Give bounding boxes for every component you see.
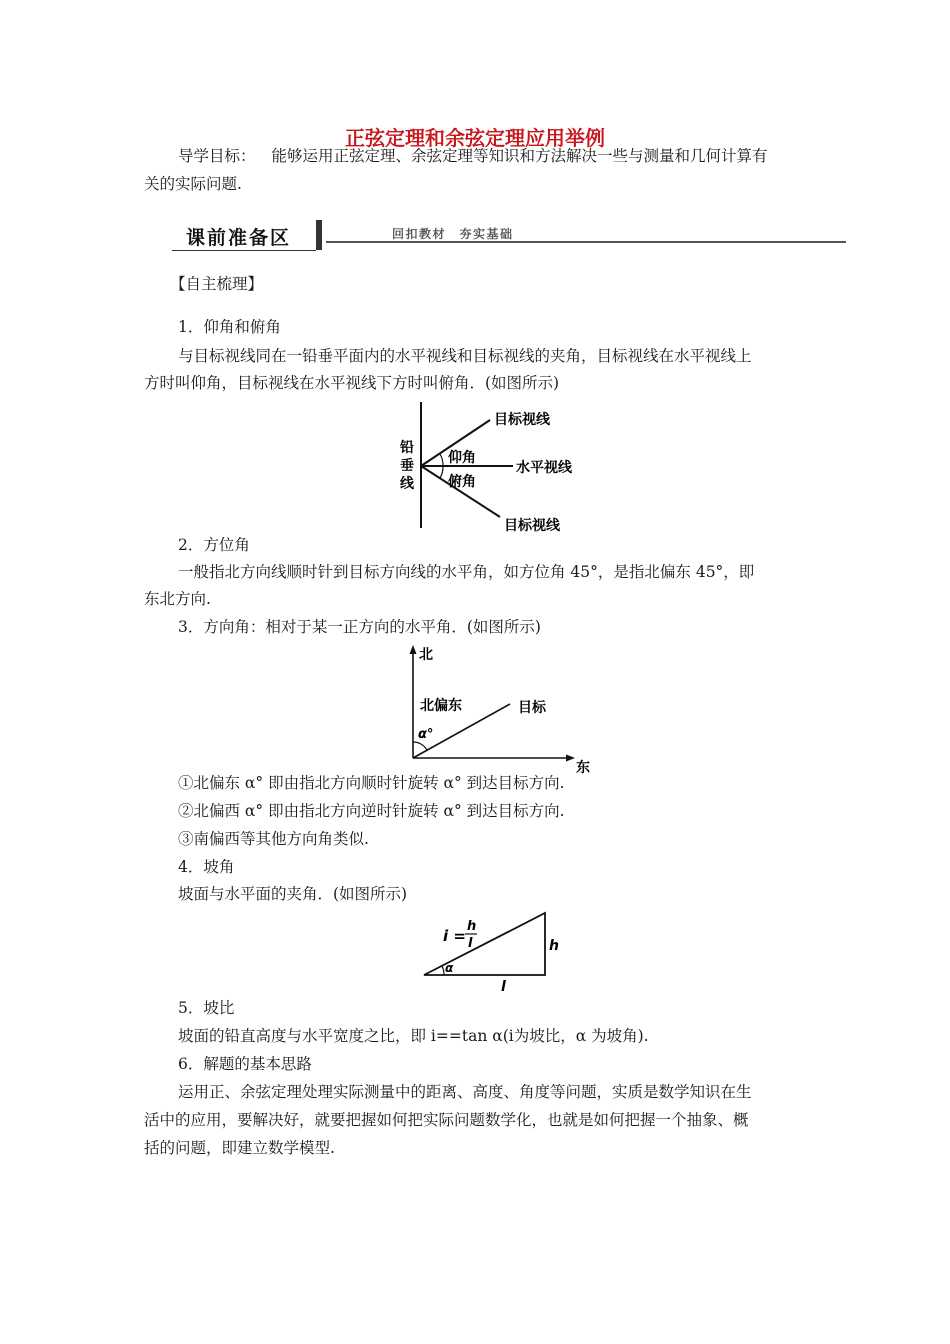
page-title: 正弦定理和余弦定理应用举例 [345, 126, 605, 150]
slope-angle-arc [442, 966, 444, 975]
plumb-char-2: 垂 [400, 458, 414, 474]
depression-label: 俯角 [448, 474, 476, 490]
figure-slope [415, 905, 565, 995]
para-2a: 一般指北方向线顺时针到目标方向线的水平角，如方位角 45°，是指北偏东 45°，即 [178, 563, 755, 581]
intro-line-1 [178, 146, 768, 166]
heading-2: 2．方位角 [178, 536, 250, 554]
elevation-arc [440, 454, 443, 466]
ratio-numerator: h [467, 919, 477, 934]
ratio-i-label: i = [443, 927, 466, 945]
depression-arc [440, 466, 443, 478]
para-1a: 与目标视线同在一铅垂平面内的水平视线和目标视线的夹角，目标视线在水平视线上 [178, 347, 752, 365]
direction-angle-arc [413, 742, 427, 750]
heading-4: 4．坡角 [178, 858, 235, 876]
case-1: ①北偏东 α° 即由指北方向顺时针旋转 α° 到达目标方向. [178, 774, 565, 792]
plumb-char-3: 线 [400, 476, 414, 492]
north-arrow-icon [410, 645, 417, 654]
para-2b: 东北方向. [144, 590, 211, 608]
figure-elevation-depression [390, 396, 600, 536]
plumb-char-1: 铅 [400, 440, 414, 456]
east-arrow-icon [566, 755, 575, 762]
direction-label: 北偏东 [420, 698, 462, 714]
horizontal-label: 水平视线 [516, 460, 572, 476]
para-4: 坡面与水平面的夹角．(如图所示) [178, 885, 408, 903]
intro-label: 导学目标： [178, 147, 256, 165]
target-label: 目标 [518, 700, 546, 716]
para-6b: 活中的应用，要解决好，就要把握如何把实际问题数学化，也就是如何把握一个抽象、概 [144, 1111, 749, 1129]
east-label: 东 [576, 760, 590, 774]
intro-line-2: 关的实际问题. [144, 175, 242, 193]
slope-angle-label: α [445, 961, 454, 975]
ratio-denominator: l [468, 936, 473, 951]
case-2: ②北偏西 α° 即由指北方向逆时针旋转 α° 到达目标方向. [178, 802, 565, 820]
para-1b: 方时叫仰角，目标视线在水平视线下方时叫俯角．(如图所示) [144, 374, 560, 392]
banner-underline [172, 250, 316, 251]
banner-title: 课前准备区 [186, 227, 292, 249]
angle-label: α° [418, 727, 434, 742]
section-label: 【自主梳理】 [170, 275, 264, 293]
north-label: 北 [419, 647, 433, 663]
heading-6: 6．解题的基本思路 [178, 1055, 312, 1073]
heading-3: 3．方向角：相对于某一正方向的水平角．(如图所示) [178, 618, 541, 636]
para-5: 坡面的铅直高度与水平宽度之比，即 i==tan α(i为坡比，α 为坡角). [178, 1027, 649, 1045]
figure-direction-angle [400, 642, 590, 774]
case-3: ③南偏西等其他方向角类似. [178, 830, 369, 848]
heading-1: 1．仰角和俯角 [178, 318, 281, 336]
para-6c: 括的问题，即建立数学模型. [144, 1139, 335, 1157]
para-6a: 运用正、余弦定理处理实际测量中的距离、高度、角度等问题，实质是数学知识在生 [178, 1083, 752, 1101]
height-label: h [549, 938, 559, 954]
length-label: l [501, 979, 506, 995]
intro-text-1: 能够运用正弦定理、余弦定理等知识和方法解决一些与测量和几何计算有 [271, 147, 768, 165]
target-line-bottom-label: 目标视线 [504, 518, 560, 534]
target-line-top-label: 目标视线 [494, 412, 550, 428]
elevation-label: 仰角 [448, 450, 476, 466]
heading-5: 5．坡比 [178, 999, 235, 1017]
banner-subtitle: 回扣教材 夯实基础 [392, 227, 514, 241]
